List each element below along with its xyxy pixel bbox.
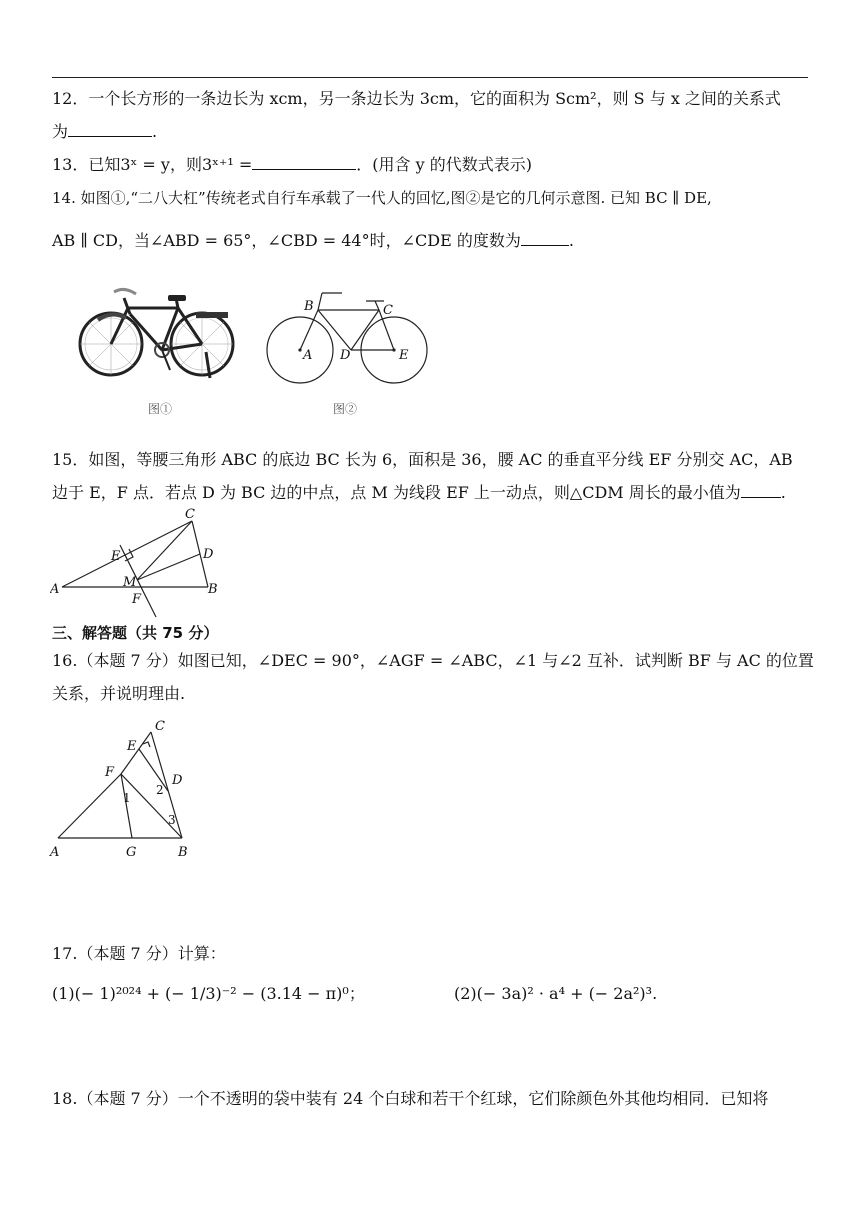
top-rule bbox=[52, 77, 808, 78]
diagram-label-E: E bbox=[399, 348, 409, 363]
q15-start: 边于 E，F 点．若点 D 为 BC 边的中点，点 M 为线段 EF 上一动点，则△CDM 周长的最小值为 bbox=[52, 483, 741, 502]
tri-label-A: A bbox=[50, 582, 60, 597]
q18-line1: 18.（本题 7 分）一个不透明的袋中装有 24 个白球和若干个红球，它们除颜色外其他均相同．已知将 bbox=[52, 1089, 769, 1108]
tri-label-F: F bbox=[132, 592, 142, 607]
q15-line1: 15．如图，等腰三角形 ABC 的底边 BC 长为 6，面积是 36，腰 AC 的垂直平分线 EF 分别交 AC，AB bbox=[52, 450, 793, 469]
bicycle-photo bbox=[78, 278, 238, 388]
bicycle-diagram bbox=[262, 288, 432, 388]
q15-line2 bbox=[52, 481, 786, 504]
q12-line2 bbox=[52, 120, 157, 143]
tri-label-E: E bbox=[111, 549, 121, 564]
q17-part2: (2)(− 3a)² · a⁴ + (− 2a²)³. bbox=[454, 984, 658, 1003]
q13-start: 13．已知3ˣ = y，则3ˣ⁺¹ = bbox=[52, 155, 253, 174]
q12-end: . bbox=[152, 122, 158, 141]
q14-start: AB ∥ CD，当∠ABD = 65°，∠CBD = 44°时，∠CDE 的度数为 bbox=[52, 231, 521, 250]
q15-end: . bbox=[780, 483, 786, 502]
q16-line1: 16.（本题 7 分）如图已知，∠DEC = 90°，∠AGF = ∠ABC，∠1 与∠2 互补．试判断 BF 与 AC 的位置 bbox=[52, 651, 814, 670]
q13-answer-blank[interactable] bbox=[252, 153, 356, 170]
fig16-angle-3: 3 bbox=[168, 813, 176, 827]
diagram-label-B: B bbox=[304, 299, 314, 314]
fig16-label-A: A bbox=[50, 845, 60, 860]
triangle-abc-diagram bbox=[50, 505, 230, 620]
q13-end: ．(用含 y 的代数式表示) bbox=[356, 155, 532, 174]
q12-line1: 12．一个长方形的一条边长为 xcm，另一条边长为 3cm，它的面积为 Scm²，则 S 与 x 之间的关系式 bbox=[52, 89, 781, 108]
q17-part1: (1)(− 1)²⁰²⁴ + (− 1/3)⁻² − (3.14 − π)⁰； bbox=[52, 984, 365, 1003]
tri-label-D: D bbox=[203, 547, 214, 562]
section3-heading: 三、解答题（共 75 分） bbox=[52, 624, 219, 642]
tri-label-C: C bbox=[185, 507, 195, 522]
triangle-afb-diagram bbox=[48, 714, 198, 864]
q14-end: . bbox=[568, 231, 574, 250]
tri-label-B: B bbox=[208, 582, 218, 597]
q15-answer-blank[interactable] bbox=[741, 481, 781, 498]
fig16-label-E: E bbox=[127, 739, 137, 754]
fig16-label-G: G bbox=[126, 845, 137, 860]
diagram-label-C: C bbox=[383, 303, 393, 318]
fig16-angle-1: 1 bbox=[123, 791, 131, 805]
diagram-label-A: A bbox=[303, 348, 313, 363]
q12-answer-blank[interactable] bbox=[68, 120, 152, 137]
fig16-label-F: F bbox=[105, 765, 115, 780]
q17-line1: 17.（本题 7 分）计算： bbox=[52, 944, 226, 963]
q14-line1: 14. 如图①,“二八大杠”传统老式自行车承载了一代人的回忆,图②是它的几何示意图. 已知 BC ∥ DE, bbox=[52, 189, 712, 207]
q12-prefix: 为 bbox=[52, 122, 69, 141]
figure1-caption: 图① bbox=[148, 402, 173, 416]
diagram-label-D: D bbox=[340, 348, 351, 363]
q14-answer-blank[interactable] bbox=[521, 229, 569, 246]
q14-line2 bbox=[52, 229, 574, 252]
fig16-angle-2: 2 bbox=[156, 783, 164, 797]
q13-line bbox=[52, 153, 532, 176]
figure2-caption: 图② bbox=[333, 402, 358, 416]
fig16-label-B: B bbox=[178, 845, 188, 860]
tri-label-M: M bbox=[123, 575, 137, 590]
fig16-label-C: C bbox=[155, 719, 165, 734]
q16-line2: 关系，并说明理由. bbox=[52, 684, 186, 703]
fig16-label-D: D bbox=[172, 773, 183, 788]
